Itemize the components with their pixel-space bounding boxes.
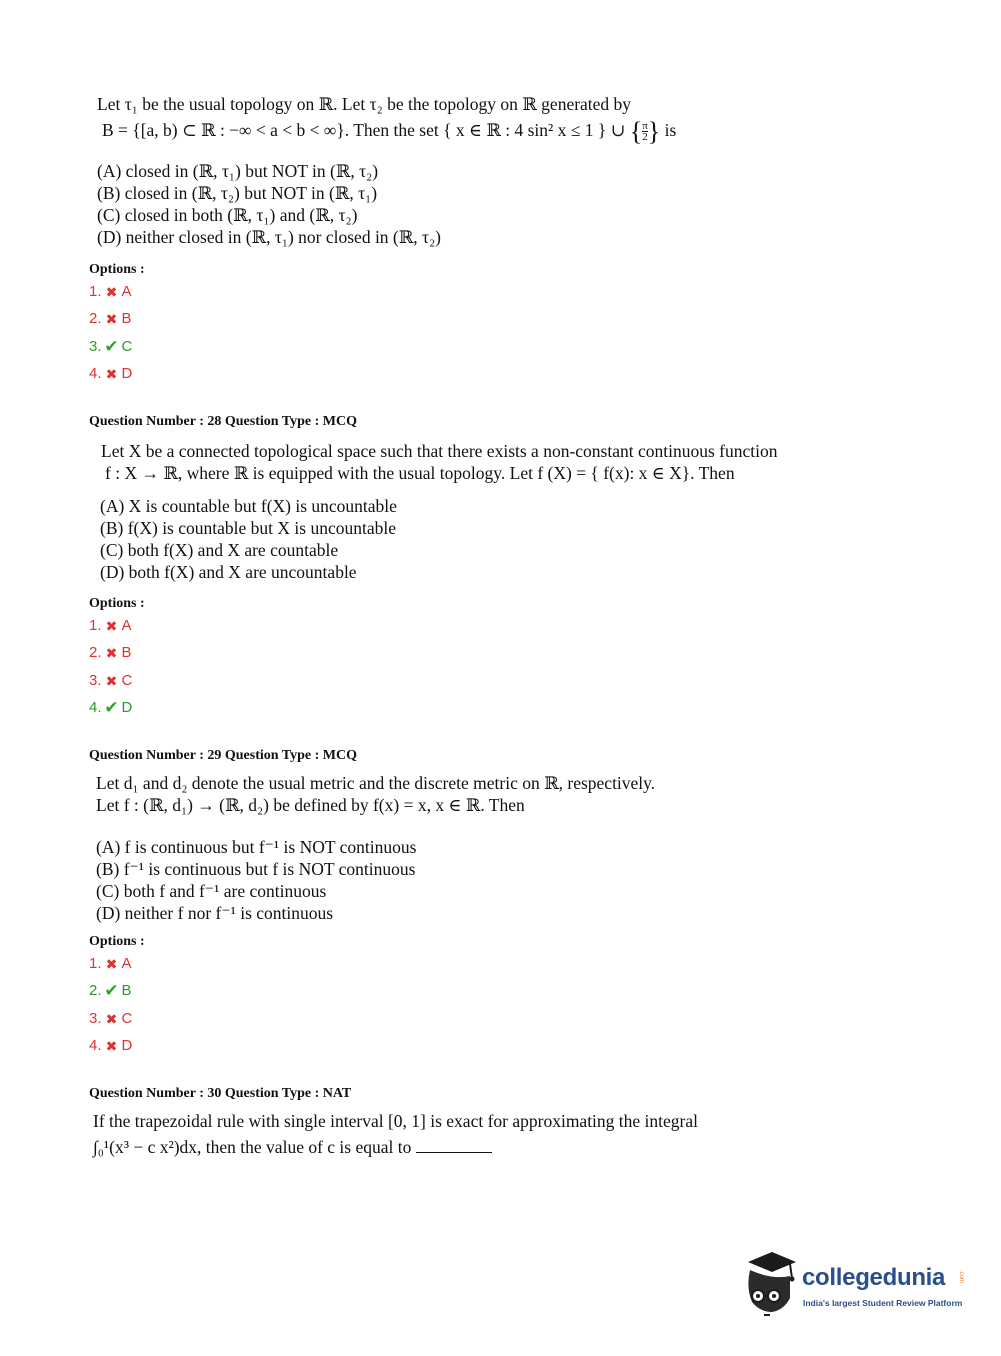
cross-icon: ✖ bbox=[105, 1037, 118, 1054]
question-28-stem-line-1: Let X be a connected topological space such that there exists a non-constant continuous function bbox=[101, 441, 778, 461]
choice-c: (C) closed in both (ℝ, τ₁) and (ℝ, τ₂) bbox=[97, 205, 358, 225]
checkmark-icon: ✔ bbox=[104, 336, 119, 356]
answer-blank bbox=[416, 1138, 492, 1153]
question-28-stem-line-2: f : X → ℝ, where ℝ is equipped with the usual topology. Let f (X) = { f(x): x ∈ X}. Then bbox=[105, 463, 735, 483]
choice-d: (D) neither closed in (ℝ, τ₁) nor closed in (ℝ, τ₂) bbox=[97, 227, 442, 247]
question-29-options bbox=[89, 955, 132, 1064]
question-30-header: Question Number : 30 Question Type : NAT bbox=[89, 1086, 352, 1101]
question-29-choices bbox=[96, 836, 416, 924]
options-header: Options : bbox=[89, 934, 145, 949]
question-29-stem-line-2: Let f : (ℝ, d₁) → (ℝ, d₂) be defined by f(x) = x, x ∈ ℝ. Then bbox=[96, 795, 525, 815]
question-30-stem-line-1: If the trapezoidal rule with single interval [0, 1] is exact for approximating the integral bbox=[93, 1111, 698, 1131]
choice-b: (B) closed in (ℝ, τ₂) but NOT in (ℝ, τ₁) bbox=[97, 183, 378, 203]
question-29-stem-line-1: Let d₁ and d₂ denote the usual metric and the discrete metric on ℝ, respectively. bbox=[96, 773, 656, 793]
collegedunia-logo bbox=[742, 1248, 972, 1320]
checkmark-icon: ✔ bbox=[104, 981, 119, 1001]
cross-icon: ✖ bbox=[105, 672, 118, 689]
cross-icon: ✖ bbox=[105, 311, 118, 328]
question-29-header: Question Number : 29 Question Type : MCQ bbox=[89, 748, 357, 763]
option-2[interactable]: 2. ✖ B bbox=[89, 310, 132, 328]
fraction: $\frac{\pi}{2}$ bbox=[642, 120, 648, 144]
choice-c: (C) both f and f⁻¹ are continuous bbox=[96, 881, 327, 901]
question-28-choices bbox=[100, 495, 397, 583]
option-2[interactable]: 2. ✖ B bbox=[89, 644, 132, 662]
option-4[interactable]: 4. ✖ D bbox=[89, 364, 133, 382]
mascot-logo-icon bbox=[742, 1248, 800, 1320]
cross-icon: ✖ bbox=[105, 645, 118, 662]
option-1[interactable]: 1. ✖ A bbox=[89, 283, 132, 300]
question-30-stem bbox=[93, 1110, 698, 1158]
question-27-stem-line-2: B = {[a, b) ⊂ ℝ : −∞ < a < b < ∞}. Then the set { x ∈ ℝ : 4 sin² x ≤ 1 } ∪ $\{\frac{\pi}{2}\}$ is bbox=[102, 116, 677, 146]
question-28-header: Question Number : 28 Question Type : MCQ bbox=[89, 414, 357, 429]
choice-a: (A) X is countable but f(X) is uncountable bbox=[100, 496, 397, 516]
question-27-stem bbox=[97, 93, 677, 146]
option-1[interactable]: 1. ✖ A bbox=[89, 617, 132, 634]
options-header: Options : bbox=[89, 262, 145, 277]
cross-icon: ✖ bbox=[105, 1010, 118, 1027]
logo-tagline: India's largest Student Review Platform bbox=[803, 1298, 963, 1308]
choice-b: (B) f(X) is countable but X is uncountable bbox=[100, 518, 396, 538]
question-28-stem bbox=[101, 440, 777, 484]
choice-a: (A) f is continuous but f⁻¹ is NOT continuous bbox=[96, 837, 417, 857]
option-4[interactable]: 4. ✖ D bbox=[89, 1036, 133, 1054]
choice-c: (C) both f(X) and X are countable bbox=[100, 540, 339, 560]
question-29-stem bbox=[96, 772, 655, 816]
option-4-correct[interactable]: 4. ✔ D bbox=[89, 697, 133, 717]
option-3[interactable]: 3. ✖ C bbox=[89, 671, 133, 689]
choice-b: (B) f⁻¹ is continuous but f is NOT continuous bbox=[96, 859, 416, 879]
logo-wordmark: collegedunia bbox=[802, 1264, 946, 1291]
stem-text-end: is bbox=[660, 120, 677, 140]
option-3-correct[interactable]: 3. ✔ C bbox=[89, 336, 133, 356]
choice-a: (A) closed in (ℝ, τ₁) but NOT in (ℝ, τ₂) bbox=[97, 161, 379, 181]
cross-icon: ✖ bbox=[105, 284, 118, 300]
choice-d: (D) both f(X) and X are uncountable bbox=[100, 562, 357, 582]
cross-icon: ✖ bbox=[105, 618, 118, 634]
question-27-stem-line-1: Let τ₁ be the usual topology on ℝ. Let τ₂ be the topology on ℝ generated by bbox=[97, 94, 632, 114]
question-30-stem-line-2: ∫₀¹(x³ − c x²)dx, then the value of c is equal to bbox=[93, 1136, 698, 1158]
stem-text: B = {[a, b) ⊂ ℝ : −∞ < a < b < ∞}. Then the set { x ∈ ℝ : 4 sin² x ≤ 1 } ∪ bbox=[102, 120, 630, 140]
cross-icon: ✖ bbox=[105, 365, 118, 382]
option-3[interactable]: 3. ✖ C bbox=[89, 1009, 133, 1027]
question-28-options bbox=[89, 617, 132, 726]
checkmark-icon: ✔ bbox=[104, 697, 119, 717]
question-27-options bbox=[89, 283, 132, 392]
option-1[interactable]: 1. ✖ A bbox=[89, 955, 132, 972]
cross-icon: ✖ bbox=[105, 956, 118, 972]
options-header: Options : bbox=[89, 596, 145, 611]
choice-d: (D) neither f nor f⁻¹ is continuous bbox=[96, 903, 334, 923]
option-2-correct[interactable]: 2. ✔ B bbox=[89, 981, 132, 1001]
question-27-choices bbox=[97, 160, 441, 248]
logo-domain-suffix: .com bbox=[958, 1270, 964, 1284]
